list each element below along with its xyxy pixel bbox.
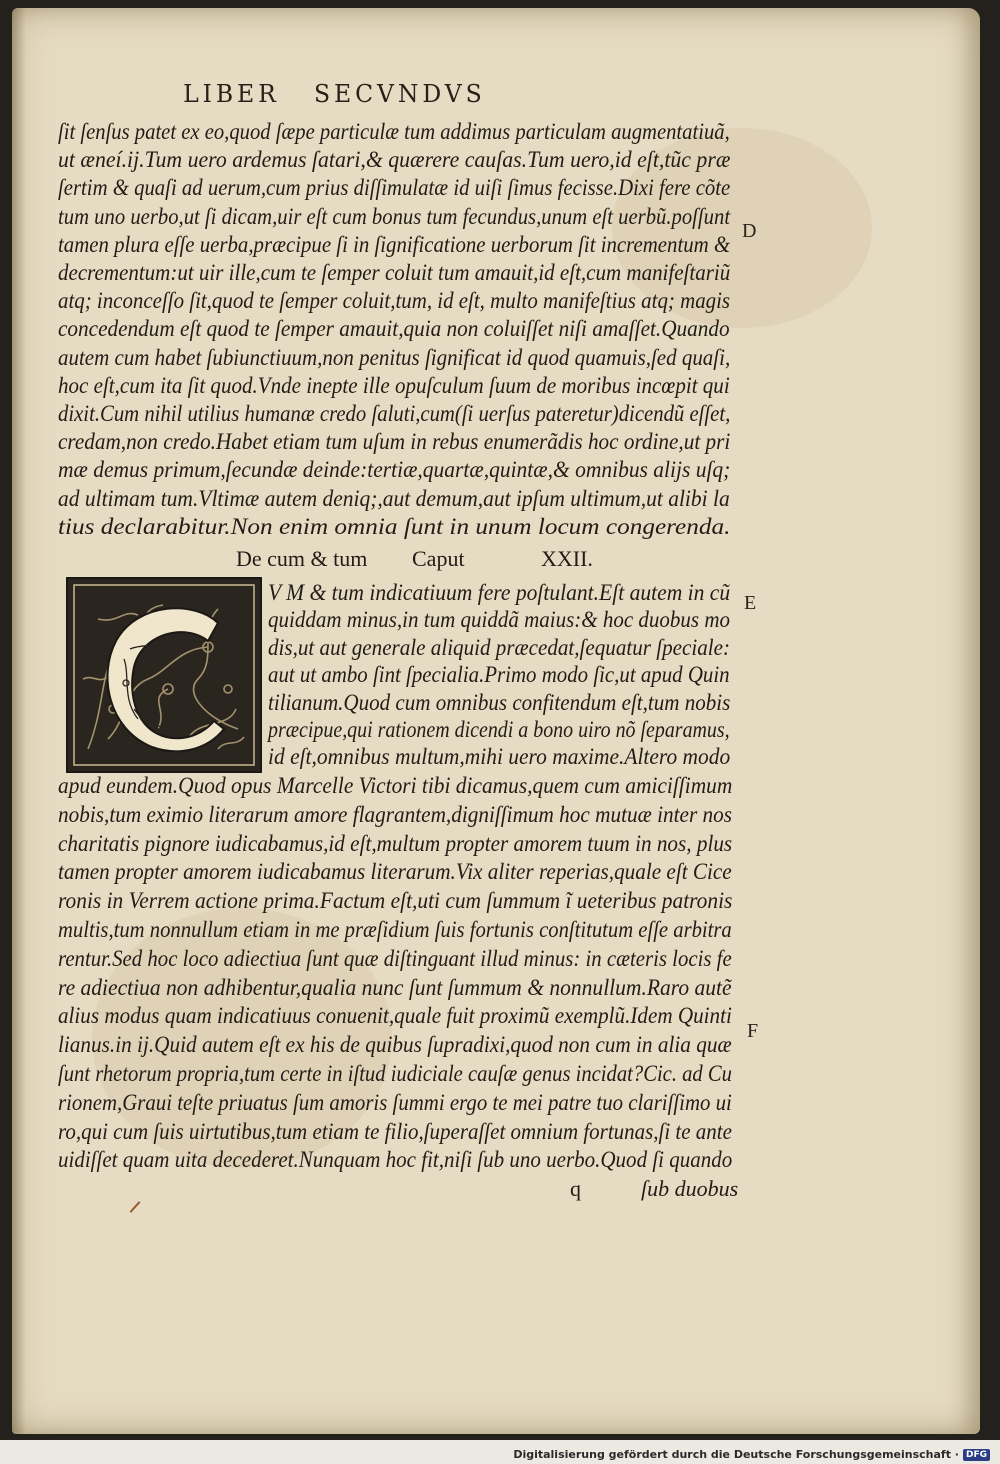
text-line: præcipue,qui rationem dicendi a bono uiro nõ ſeparamus,	[268, 717, 730, 742]
text-line: tius declarabitur.Non enim omnia ſunt in unum locum congerenda.	[58, 513, 731, 539]
margin-letter-d: D	[742, 220, 757, 242]
text-line: apud eundem.Quod opus Marcelle Victori tibi dicamus,quem cum amiciſſimum	[58, 773, 733, 798]
initial-ornament-icon	[68, 579, 260, 771]
text-line: rionem,Graui teſte priuatus ſum amoris ſummi ergo te mei patre tuo clariſſimo ui	[58, 1089, 732, 1115]
chapter-caput-label: Caput	[412, 546, 465, 571]
text-line: re adiectiua non adhibentur,qualia nunc ſunt ſummum & nonnullum.Raro autẽ	[58, 974, 732, 1000]
footer-text: Digitalisierung gefördert durch die Deutsche Forschungsgemeinschaft ·	[513, 1448, 959, 1461]
chapter-number: XXII.	[541, 546, 593, 571]
text-line: hoc eſt,cum ita ſit quod.Vnde inepte ille opuſculum ſuum de moribus incœpit qui	[58, 372, 730, 398]
margin-letter-e: E	[744, 592, 757, 614]
text-line: autem cum habet ſubiunctiuum,non penitus ſignificat id quod quamuis,ſed quaſi,	[58, 344, 731, 370]
text-line: mæ demus primum,ſecundæ deinde:tertiæ,quartæ,quintæ,& omnibus alijs uſq;	[58, 457, 731, 483]
text-line: atq; inconceſſo ſit,quod te ſemper coluit,tum, id eſt, multo manifeſtius atq; magis	[58, 288, 731, 314]
text-line: alius modus quam indicatiuus conuenit,quale fuit proximũ exemplũ.Idem Quinti	[58, 1003, 732, 1029]
text-line: ro,qui cum ſuis uirtutibus,tum etiam te filio,ſuperaſſet omnium fortunas,ſi te ante	[58, 1118, 732, 1144]
digitization-footer	[513, 1448, 990, 1461]
text-line: credam,non credo.Habet etiam tum uſum in rebus enumerãdis hoc ordine,ut pri	[58, 429, 731, 455]
text-line: multis,tum nonnullum etiam in me præſidium ſuis fortunis conſtitutum eſſe arbitra	[58, 917, 732, 942]
text-line: tilianum.Quod cum omnibus confitendum eſt,tum nobis	[268, 689, 731, 715]
page-spine-shadow	[12, 8, 26, 1434]
signature-mark: q	[570, 1176, 581, 1201]
text-line: aut ut ambo ſint ſpecialia.Primo modo ſic,ut apud Quin	[268, 662, 730, 688]
text-line: quiddam minus,in tum quiddã maius:& hoc duobus mo	[268, 607, 730, 633]
text-line: ad ultimam tum.Vltimæ autem deniq;,aut demum,aut ipſum ultimum,ut alibi la	[58, 485, 730, 511]
text-line: concedendum eſt quod te ſemper amauit,quia non coluiſſet niſi amaſſet.Quando	[58, 316, 730, 342]
text-line: id eſt,omnibus multum,mihi uero maxime.Altero modo	[268, 744, 731, 770]
text-line: tum uno uerbo,ut ſi dicam,uir eſt cum bonus tum fecundus,unum eſt uerbũ.poſſunt	[58, 203, 731, 229]
text-line: tamen plura eſſe uerba,præcipue ſi in ſignificatione uerborum ſit incrementum &	[58, 231, 731, 257]
text-line: ſit ſenſus patet ex eo,quod ſæpe particulæ tum addimus particulam augmentatiuã,	[58, 119, 730, 144]
text-line: ronis in Verrem actione prima.Factum eſt,uti cum ſummum ĩ ueteribus patronis	[58, 888, 733, 914]
text-line: lianus.in ij.Quid autem eſt ex his de quibus ſupradixi,quod non cum in alia quæ	[58, 1032, 732, 1058]
text-line: dixit.Cum nihil utilius humanæ credo ſaluti,cum(ſi uerſus pateretur)dicendũ eſſet,	[58, 401, 731, 426]
text-line: rentur.Sed hoc loco adiectiua ſunt quæ diſtinguant illud minus: in cæteris locis fe	[58, 945, 732, 971]
running-head: LIBER SECVNDVS	[183, 80, 486, 108]
chapter-title: De cum & tum	[236, 546, 368, 571]
text-line: tamen propter amorem iudicabamus literarum.Vix aliter reperias,quale eſt Cice	[58, 859, 732, 885]
catchword: ſub duobus	[641, 1176, 739, 1201]
text-line: dis,ut aut generale aliquid præcedat,ſequatur ſpeciale:	[268, 634, 731, 660]
decorated-initial-c	[66, 577, 262, 773]
text-line: ſunt rhetorum propria,tum certe in iſtud iudiciale cauſæ genus incidat?Cic. ad Cu	[58, 1061, 732, 1086]
text-line: V M & tum indicatiuum fere poſtulant.Eſt autem in cũ	[268, 580, 731, 605]
text-line: ut æneí.ij.Tum uero ardemus ſatari,& quærere cauſas.Tum uero,id eſt,tũc præ	[58, 147, 731, 173]
margin-letter-f: F	[747, 1020, 759, 1042]
text-line: uidiſſet quam uita decederet.Nunquam hoc fit,niſi ſub uno uerbo.Quod ſi quando	[58, 1147, 733, 1173]
text-line: charitatis pignore iudicabamus,id eſt,multum propter amorem tuum in nos, plus	[58, 830, 733, 856]
text-line: ſertim & quaſi ad uerum,cum prius diſſimulatæ id uiſi ſimus fecisse.Dixi fere cõte	[58, 175, 731, 201]
dfg-logo-icon: DFG	[963, 1449, 990, 1461]
text-line: nobis,tum eximio literarum amore flagrantem,digniſſimum hoc mutuæ inter nos	[58, 801, 733, 827]
text-line: decrementum:ut uir ille,cum te ſemper coluit tum amauit,id eſt,cum manifeſtariũ	[58, 260, 731, 285]
